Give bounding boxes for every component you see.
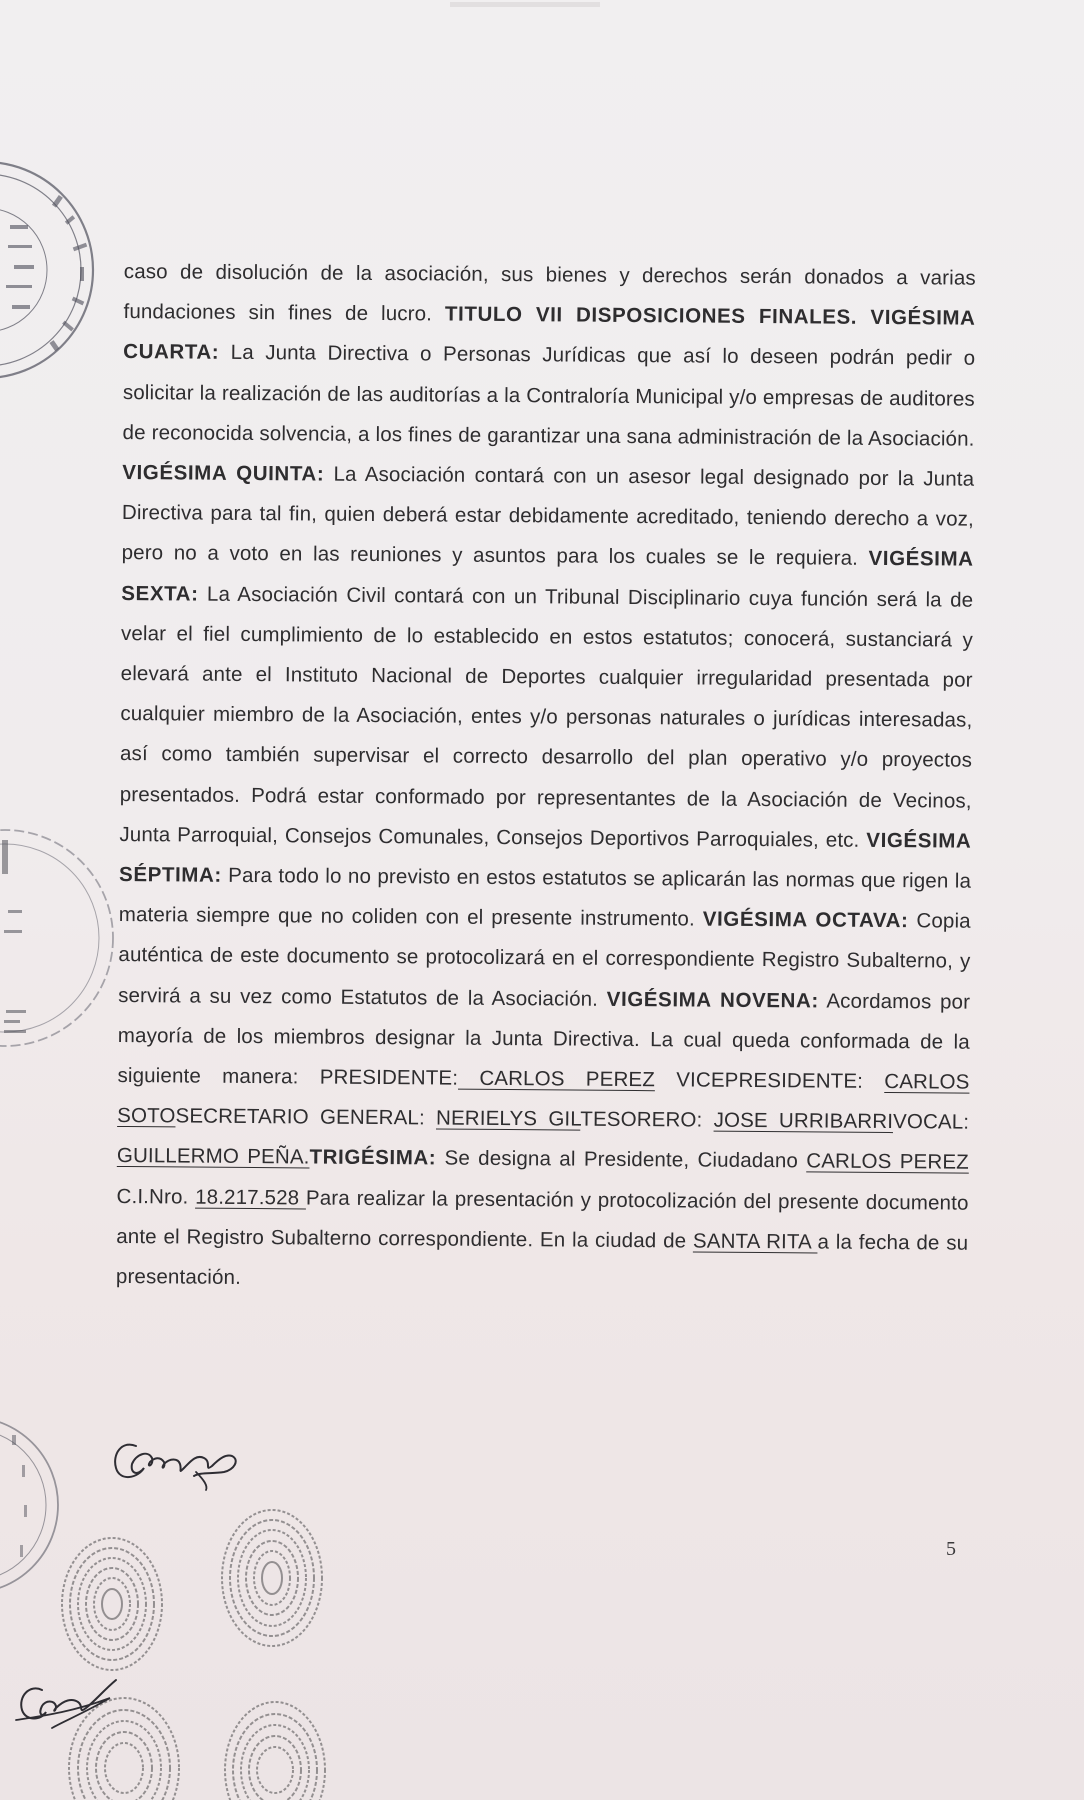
body-text-run: La Asociación contará con un asesor legal designado por la Junta Directiva para tal fin, quien deberá estar debidamente acreditado, teniendo derecho a voz, pero no a voto en las reuniones y asuntos para los cuales se le requiera.: [121, 462, 975, 571]
filled-field: CARLOS PEREZ: [458, 1066, 656, 1092]
clause-heading: VIGÉSIMA QUINTA:: [122, 461, 325, 486]
document-body-text: [116, 252, 976, 1304]
body-text-run: SECRETARIO GENERAL:: [175, 1104, 437, 1130]
body-text-run: Se designa al Presidente, Ciudadano: [436, 1146, 807, 1173]
clause-heading: VIGÉSIMA OCTAVA:: [702, 907, 909, 933]
clause-heading: VIGÉSIMA NOVENA:: [606, 987, 819, 1013]
handwritten-signature-icon: [108, 1432, 253, 1492]
filled-field: GUILLERMO PEÑA.: [116, 1144, 310, 1169]
page-number: 5: [946, 1538, 956, 1560]
clause-heading: TITULO VII DISPOSICIONES FINALES. VIGÉSIMA CUARTA:: [123, 302, 976, 365]
circular-seal-middle-icon: [0, 820, 125, 1060]
filled-field: NERIELYS GIL: [435, 1106, 581, 1131]
filled-field: SANTA RITA: [692, 1229, 818, 1254]
filled-field: JOSE URRIBARRI: [713, 1108, 894, 1134]
body-text-run: a la fecha de su presentación.: [115, 1230, 969, 1290]
scan-artifact: [450, 0, 610, 12]
filled-field: 18.217.528: [195, 1185, 307, 1210]
circular-seal-top-icon: [0, 155, 100, 385]
filled-field: CARLOS SOTO: [117, 1070, 970, 1128]
filled-field: CARLOS PEREZ: [806, 1149, 969, 1175]
body-text-run: Acordamos por mayoría de los miembros designar la Junta Directiva. La cual queda conformada de la siguiente manera: PRESIDENTE:: [117, 989, 971, 1090]
clause-heading: VIGÉSIMA SÉPTIMA:: [119, 828, 972, 887]
body-text-run: Para realizar la presentación y protocolización del presente documento ante el Registro Subalterno correspondiente. En la ciudad de: [116, 1186, 969, 1253]
body-text-run: La Junta Directiva o Personas Jurídicas que así lo deseen podrán pedir o solicitar la realización de las auditorías a la Contraloría Municipal y/o empresas de auditores de reconocida solvencia, a los fines de garantizar una sana administración de la Asociación.: [122, 341, 976, 451]
handwritten-signature-icon: [12, 1670, 127, 1735]
body-text-run: VICEPRESIDENTE:: [654, 1068, 885, 1094]
body-text-run: C.I.Nro.: [116, 1184, 196, 1209]
body-text-run: Copia auténtica de este documento se protocolizará en el correspondiente Registro Subalterno, y servirá a su vez como Estatutos de la Asociación.: [118, 909, 971, 1011]
clause-heading: VIGÉSIMA SEXTA:: [121, 547, 974, 606]
fingerprint-icon: [218, 1690, 333, 1800]
body-text-run: La Asociación Civil contará con un Tribunal Disciplinario cuya función será la de velar el fiel cumplimiento de lo establecido en estos estatutos; conocerá, sustanciará y elevará ante el Instituto Nacional de Deportes cualquier irregularidad presentada por cualquier miembro de la Asociación, entes y/o personas naturales o jurídicas interesadas, así como también supervisar el correcto desarrollo del plan operativo y/o proyectos presentados. Podrá estar conformado por representantes de la Asociación de Vecinos, Junta Parroquial, Consejos Comunales, Consejos Deportivos Parroquiales, etc.: [119, 582, 974, 852]
body-text-run: Para todo lo no previsto en estos estatutos se aplicarán las normas que rigen la materia siempre que no coliden con el presente instrumento.: [118, 863, 972, 931]
body-text-run: VOCAL:: [893, 1110, 970, 1134]
fingerprint-icon: [55, 1528, 170, 1678]
clause-heading: TRIGÉSIMA:: [309, 1145, 437, 1170]
body-text-run: caso de disolución de la asociación, sus bienes y derechos serán donados a varias fundaciones sin fines de lucro.: [123, 259, 976, 326]
body-text-run: TESORERO:: [580, 1107, 714, 1132]
fingerprint-icon: [215, 1500, 330, 1655]
